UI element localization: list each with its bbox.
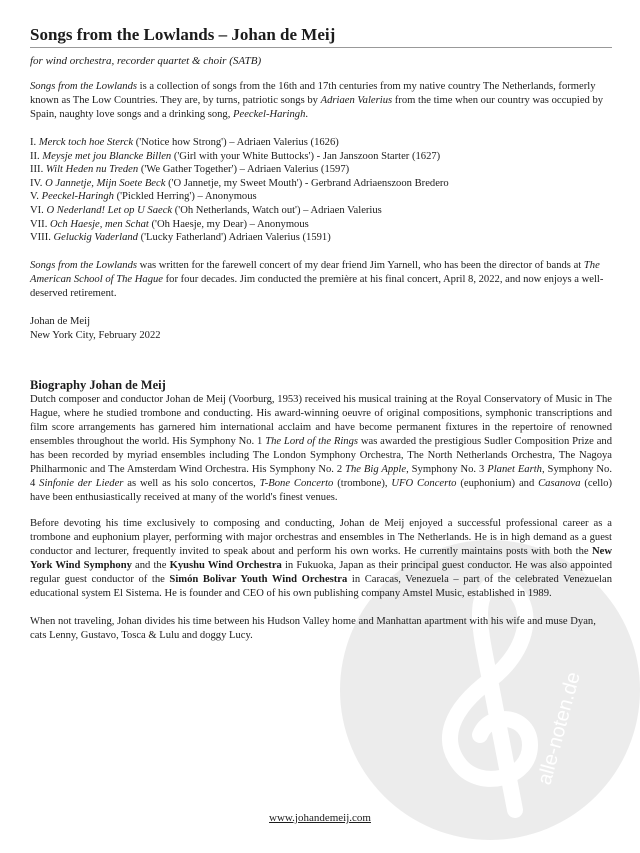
song-list-item	[30, 150, 612, 164]
text-segment: from the time when our country was occupied by Spain, naughty love songs and a drinking song,	[30, 95, 604, 120]
song-num: II.	[30, 150, 43, 162]
song-num: III.	[30, 164, 46, 176]
song-rest: ('Oh Netherlands, Watch out') – Adriaen Valerius	[172, 204, 382, 216]
text-segment: New York Wind Symphony	[30, 545, 612, 571]
song-list-item	[30, 177, 612, 191]
song-list-item	[30, 231, 612, 245]
footer	[0, 812, 640, 824]
biography-paragraph-1	[30, 393, 612, 505]
biography-paragraph-3	[30, 615, 612, 643]
song-rest: ('Lucky Fatherland') Adriaen Valerius (1591)	[137, 232, 331, 244]
dedication-paragraph	[30, 259, 612, 301]
text-segment: in Fukuoka, Japan as their principal guest conductor. He was also appointed regular guest conductor of the	[30, 559, 613, 585]
subtitle: for wind orchestra, recorder quartet & choir (SATB)	[30, 55, 262, 67]
text-segment: The American School of The Hague	[30, 259, 600, 285]
biography-paragraph-2	[30, 517, 612, 601]
text-segment: Casanova	[538, 477, 581, 489]
text-segment: Adriaen Valerius	[320, 95, 393, 106]
song-rest: ('O Jannetje, my Sweet Mouth') - Gerbrand Adriaenszoon Bredero	[165, 177, 449, 189]
text-segment: Songs from the Lowlands	[30, 259, 138, 271]
text-segment: (euphonium) and	[456, 477, 539, 489]
text-segment: is a collection of songs from the 16th and 17th centuries from my native country The Netherlands, formerly known as The Low Countries. They are, by turns, patriotic songs by	[30, 81, 596, 106]
text-segment: .	[305, 109, 309, 120]
text-segment: as well as his solo concertos,	[123, 477, 260, 489]
song-num: IV.	[30, 177, 46, 189]
text-segment: in Caracas, Venezuela – part of the celebrated Venezuelan educational system El Sistema. He is founder and CEO of his own publishing company Amstel Music, established in 1989.	[30, 573, 612, 599]
text-segment: UFO Concerto	[391, 477, 457, 489]
signature-place-date: New York City, February 2022	[30, 329, 161, 341]
song-title: Wilt Heden nu Treden	[45, 164, 139, 176]
song-num: VI.	[30, 204, 47, 216]
song-rest: ('Girl with your White Buttocks') - Jan Janszoon Starter (1627)	[171, 150, 441, 162]
song-rest: ('Pickled Herring') – Anonymous	[113, 191, 257, 203]
text-segment: Peeckel-Haringh	[233, 109, 306, 120]
song-rest: ('Oh Haesje, my Dear) – Anonymous	[148, 218, 309, 230]
signature-name: Johan de Meij	[30, 315, 91, 327]
song-rest: ('Notice how Strong') – Adriaen Valerius (1626)	[133, 137, 339, 148]
song-list-item	[30, 218, 612, 232]
text-segment: When not traveling, Johan divides his time between his Hudson Valley home and Manhattan apartment with his wife and muse Dyan, cats Lenny, Gustavo, Tosca & Lulu and doggy Lucy.	[30, 615, 596, 641]
text-segment: (trombone),	[333, 477, 392, 489]
text-segment: for four decades. Jim conducted the première at his final concert, April 8, 2022, and now enjoys a well-deserved retirement.	[30, 273, 604, 299]
text-segment: T-Bone Concerto	[259, 477, 334, 489]
text-segment: Sinfonie der Lieder	[39, 477, 124, 489]
text-segment: Kyushu Wind Orchestra	[169, 559, 282, 571]
text-segment: Dutch composer and conductor Johan de Meij (Voorburg, 1953) received his musical training at the Royal Conservatory of Music in The Hague, where he studied trombone and conducting. His award-winning oeuvre of original compositions, symphonic transcriptions and film score arrangements has garnered him international acclaim and have become permanent fixtures in the repertoire of renowned ensembles throughout the world. His Symphony No. 1	[30, 393, 612, 447]
text-segment: The Lord of the Rings	[265, 435, 358, 447]
text-segment: Before devoting his time exclusively to composing and conducting, Johan de Meij enjoyed a successful professional career as a trombone and euphonium player, performing with major orchestras and ensembles in The Netherlands. He is in high demand as a guest conductor and lecturer, frequently invited to speak about and perform his own works. He currently maintains posts with both the	[30, 517, 612, 557]
biography-heading: Biography Johan de Meij	[30, 377, 166, 392]
song-title: O Jannetje, Mijn Soete Beck	[45, 177, 166, 189]
song-title: O Nederland! Let op U Saeck	[46, 204, 173, 216]
song-num: V.	[30, 191, 42, 203]
text-segment: and the	[131, 559, 170, 571]
text-segment: was awarded the prestigious Sudler Composition Prize and has been recorded by myriad ensembles including The London Symphony Orchestra, The North Netherlands Orchestra, The Nagoya Philharmonic and The Amsterdam Wind Orchestra. His Symphony No. 2	[30, 435, 612, 475]
song-rest: ('We Gather Together') – Adriaen Valerius (1597)	[138, 164, 350, 176]
intro-paragraph	[30, 80, 612, 122]
song-title: Merck toch hoe Sterck	[38, 137, 134, 148]
song-title: Geluckig Vaderland	[53, 232, 138, 244]
song-title: Och Haesje, men Schat	[50, 218, 149, 230]
text-segment: Planet Earth	[487, 463, 542, 475]
text-segment: Songs from the Lowlands	[30, 81, 138, 92]
website-link[interactable]: www.johandemeij.com	[269, 812, 371, 824]
text-segment: Simón Bolivar Youth Wind Orchestra	[169, 573, 348, 585]
text-segment: , Symphony No. 4	[30, 463, 612, 489]
text-segment: , Symphony No. 3	[406, 463, 488, 475]
document-page	[30, 24, 612, 643]
text-segment: (cello) have been enthusiastically received at many of the world's finest venues.	[30, 477, 612, 503]
song-num: VII.	[30, 218, 51, 230]
text-segment: The Big Apple	[345, 463, 407, 475]
watermark-text: alle-noten.de	[533, 669, 585, 788]
song-list-item	[30, 136, 612, 150]
song-num: I.	[30, 137, 39, 148]
text-segment: was written for the farewell concert of my dear friend Jim Yarnell, who has been the director of bands at	[137, 259, 584, 271]
song-title: Peeckel-Haringh	[41, 191, 114, 203]
song-list-item	[30, 163, 612, 177]
song-list-item	[30, 204, 612, 218]
song-title: Meysje met jou Blancke Billen	[42, 150, 172, 162]
song-num: VIII.	[30, 232, 54, 244]
song-list	[30, 136, 612, 245]
page-title: Songs from the Lowlands – Johan de Meij	[30, 24, 612, 48]
song-list-item	[30, 190, 612, 204]
